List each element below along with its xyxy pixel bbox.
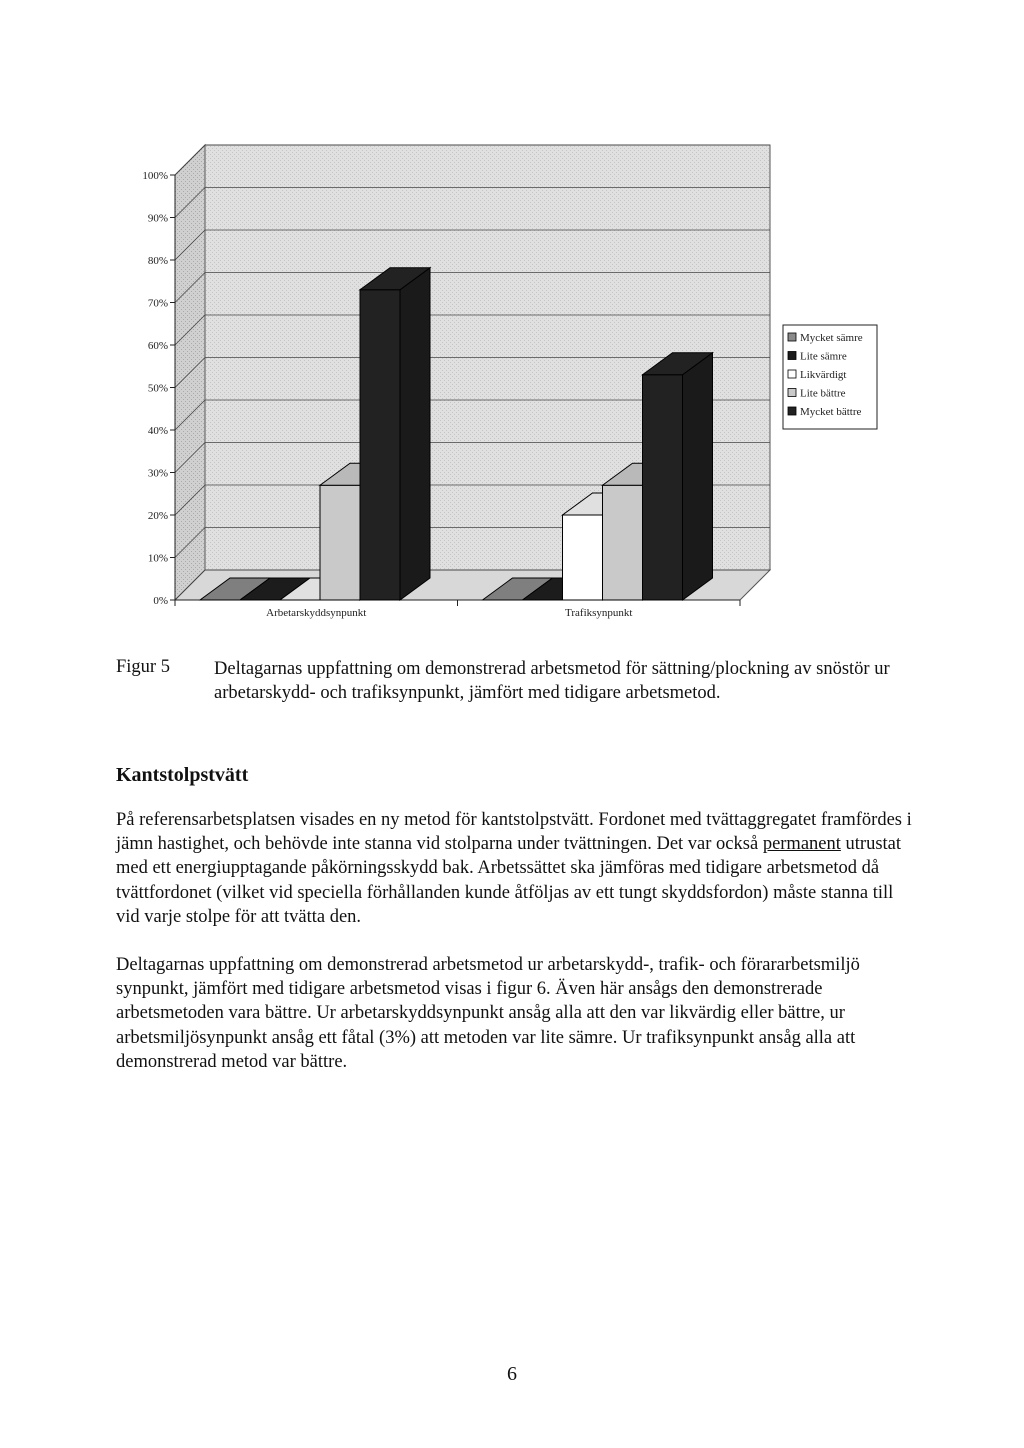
y-tick-label: 90% <box>147 212 168 225</box>
bar-front <box>603 485 643 600</box>
x-category-label: Trafiksynpunkt <box>565 607 633 619</box>
y-tick-label: 30% <box>147 467 168 480</box>
y-tick-label: 70% <box>147 297 168 310</box>
y-tick-label: 60% <box>147 340 168 352</box>
legend-label: Lite bättre <box>800 387 846 400</box>
x-axis-labels <box>266 607 632 619</box>
legend-label: Lite sämre <box>800 350 847 363</box>
y-tick-label: 80% <box>147 255 168 267</box>
bar-front <box>360 290 400 600</box>
bar-side <box>400 268 430 600</box>
legend-swatch <box>788 407 796 415</box>
legend-swatch <box>788 333 796 341</box>
paragraph-1 <box>116 808 916 929</box>
legend-swatch <box>788 389 796 397</box>
y-tick-label: 40% <box>147 425 168 437</box>
y-tick-label: 10% <box>147 552 168 565</box>
paragraph-1-end: utrustat med ett energiupptagande påkörningsskydd bak. Arbetssättet ska jämföras med tidigare arbetsmetod då tvättfordonet (vilket vid speciella förhållanden kunde åtföljas av ett tungt skyddsfordon) måste stanna till vid varje stolpe för att tvätta den. <box>116 834 902 927</box>
bar-front <box>643 375 683 600</box>
y-tick-label: 0% <box>153 595 168 607</box>
legend-label: Likvärdigt <box>800 369 847 381</box>
bar-front <box>320 485 360 600</box>
section-heading: Kantstolpstvätt <box>116 764 249 786</box>
y-tick-label: 100% <box>142 170 168 182</box>
x-category-label: Arbetarskyddsynpunkt <box>266 607 367 619</box>
y-tick-label: 20% <box>147 510 168 522</box>
figure-label: Figur 5 <box>116 657 170 677</box>
bar-side <box>683 353 713 600</box>
legend-swatch <box>788 370 796 378</box>
legend-label: Mycket bättre <box>800 406 862 418</box>
bar <box>643 353 713 600</box>
legend <box>783 325 877 429</box>
underlined-word: permanent <box>762 834 841 855</box>
legend-label: Mycket sämre <box>800 332 863 344</box>
y-tick-label: 50% <box>147 382 168 395</box>
legend-swatch <box>788 352 796 360</box>
paragraph-2: Deltagarnas uppfattning om demonstrerad arbetsmetod ur arbetarskydd-, trafik- och förararbetsmiljö synpunkt, jämfört med tidigare arbetsmetod visas i figur 6. Även här ansågs den demonstrerade arbetsmetoden vara bättre. Ur arbetarskyddsynpunkt ansåg alla att den var likvärdig eller bättre, ur arbetsmiljösynpunkt ansåg ett fåtal (3%) att metoden var lite sämre. Ur trafiksynpunkt ansåg alla att demonstrerad metod var bättre. <box>116 955 860 1072</box>
bar <box>360 268 430 600</box>
page-number: 6 <box>507 1363 517 1385</box>
bar-chart <box>0 0 1024 640</box>
figure-caption: Deltagarnas uppfattning om demonstrerad arbetsmetod för sättning/plockning av snöstör ur arbetarskydd- och trafiksynpunkt, jämfört med tidigare arbetsmetod. <box>214 659 890 703</box>
bar-front <box>563 515 603 600</box>
paragraph-1-start: På referensarbetsplatsen visades en ny metod för kantstolpstvätt. Fordonet med tvättaggregatet framfördes i jämn hastighet, och behövde inte stanna vid stolparna under tvättningen. Det var också <box>116 810 912 855</box>
